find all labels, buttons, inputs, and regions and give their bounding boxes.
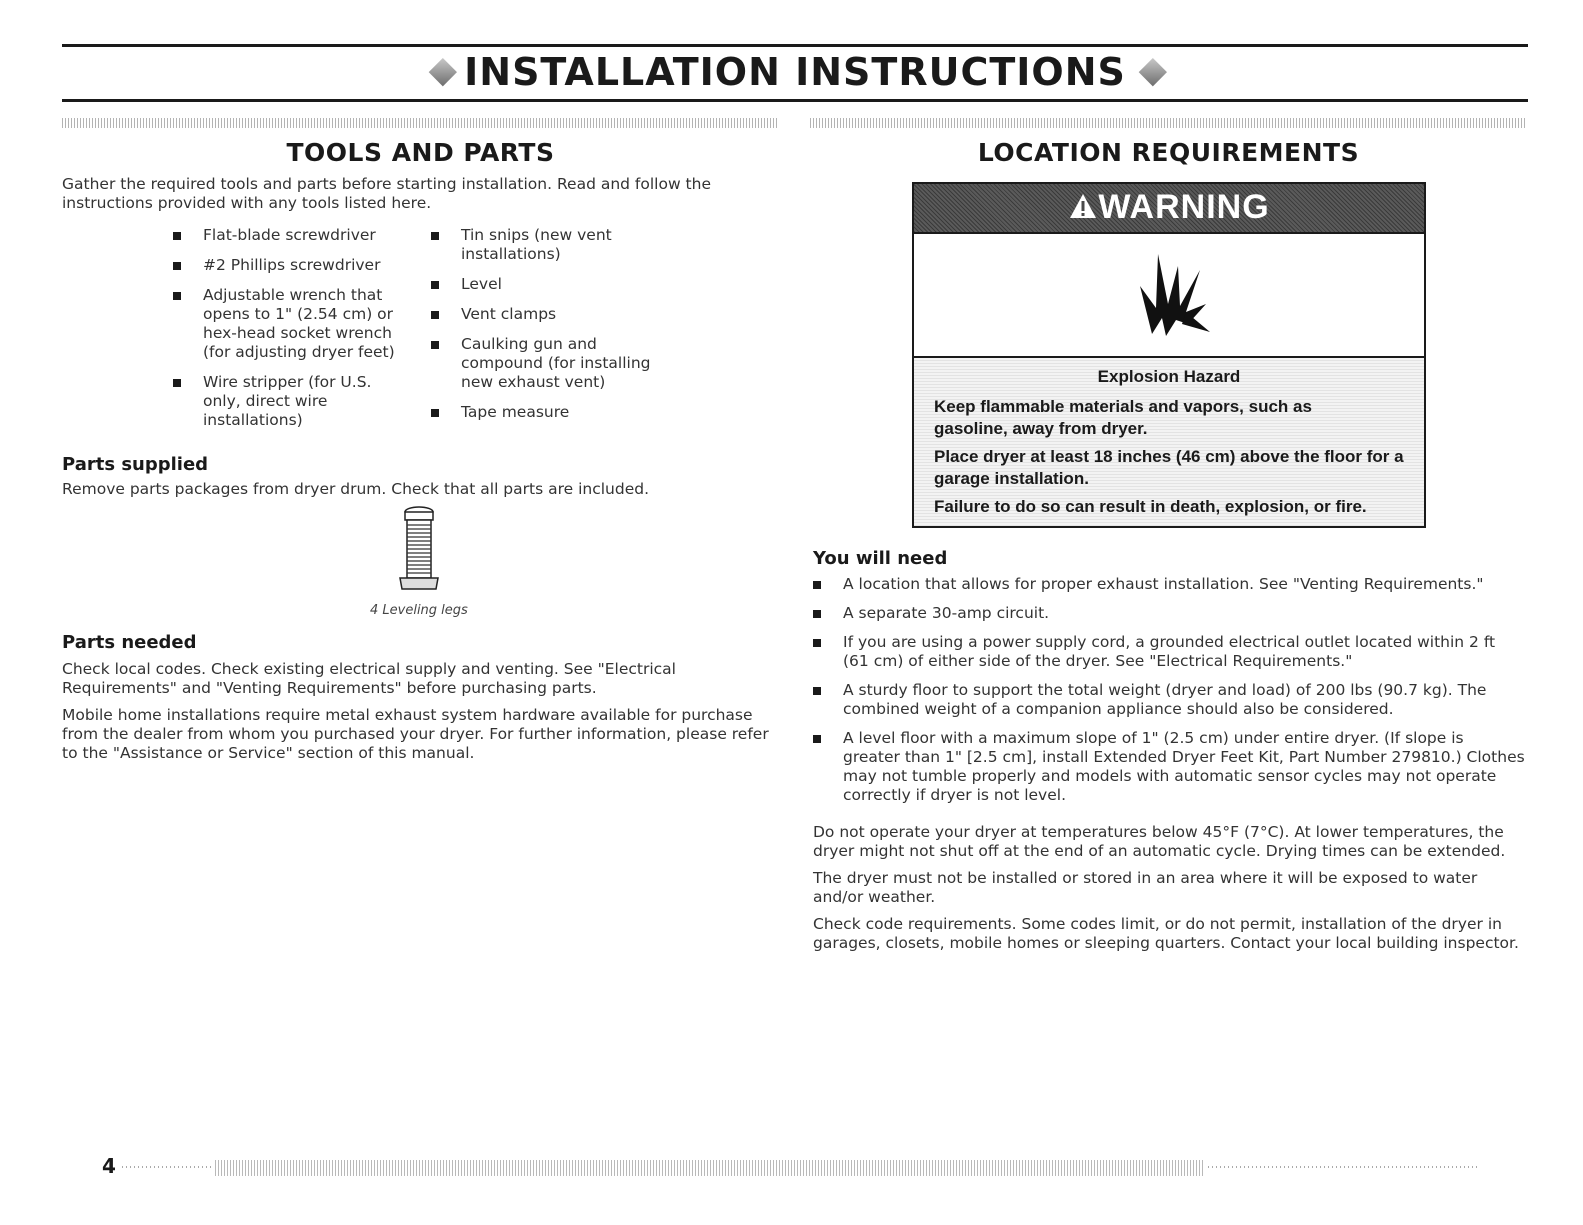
parts-supplied-heading: Parts supplied	[62, 454, 209, 475]
bullet-icon	[173, 262, 181, 270]
title-underline	[62, 99, 1528, 102]
right-section-band	[810, 118, 1527, 128]
warning-text-area	[914, 358, 1424, 526]
tools-list-col2	[431, 226, 671, 433]
warning-icon-area	[914, 234, 1424, 358]
bullet-icon	[431, 409, 439, 417]
warning-header-text: WARNING	[914, 188, 1424, 227]
list-item: A location that allows for proper exhaust installation. See "Venting Requirements."	[813, 575, 1525, 594]
bullet-icon	[431, 311, 439, 319]
warning-box	[912, 182, 1426, 528]
bullet-icon	[813, 581, 821, 589]
top-rule	[62, 44, 1528, 47]
list-item: If you are using a power supply cord, a grounded electrical outlet located within 2 ft (61 cm) of either side of the dryer. See "Electrical Requirements."	[813, 633, 1525, 671]
list-item: Wire stripper (for U.S. only, direct wire installations)	[173, 373, 405, 430]
diamond-icon	[429, 58, 457, 86]
diamond-icon	[1139, 58, 1167, 86]
you-will-need-heading: You will need	[813, 548, 948, 569]
footer-band	[215, 1160, 1205, 1176]
location-paragraphs	[813, 823, 1525, 961]
warning-line: Failure to do so can result in death, explosion, or fire.	[934, 497, 1367, 516]
list-item: Vent clamps	[431, 305, 671, 324]
list-item: A level floor with a maximum slope of 1" (2.5 cm) under entire dryer. (If slope is greater than 1" [2.5 cm], install Extended Dryer Feet Kit, Part Number 279810.) Clothes may not tumble properly and models with automatic sensor cycles may not operate correctly if dryer is not level.	[813, 729, 1525, 805]
bullet-icon	[173, 379, 181, 387]
list-item: A separate 30-amp circuit.	[813, 604, 1525, 623]
warning-line: Place dryer at least 18 inches (46 cm) above the floor for a garage installation.	[934, 447, 1404, 488]
warning-triangle-icon	[1068, 192, 1098, 220]
bullet-icon	[173, 232, 181, 240]
tools-and-parts-heading: TOOLS AND PARTS	[286, 138, 555, 167]
location-paragraph: The dryer must not be installed or stored in an area where it will be exposed to water and/or weather.	[813, 869, 1478, 906]
warning-line: Keep flammable materials and vapors, such as gasoline, away from dryer.	[934, 397, 1312, 438]
bullet-icon	[813, 687, 821, 695]
warning-header	[914, 184, 1424, 234]
footer-dotted-line	[1208, 1166, 1478, 1168]
page-number: 4	[102, 1154, 116, 1178]
tools-intro: Gather the required tools and parts before starting installation. Read and follow the instructions provided with any tools listed here.	[62, 175, 711, 212]
parts-needed-text	[62, 660, 778, 771]
bullet-icon	[173, 292, 181, 300]
page-title	[62, 50, 1528, 94]
bullet-icon	[813, 735, 821, 743]
bullet-icon	[431, 232, 439, 240]
explosion-icon	[1122, 246, 1218, 342]
bullet-icon	[813, 610, 821, 618]
tools-list-col1	[173, 226, 405, 441]
list-item: Tape measure	[431, 403, 671, 422]
location-paragraph: Do not operate your dryer at temperatures below 45°F (7°C). At lower temperatures, the dryer might not shut off at the end of an automatic cycle. Drying times can be extended.	[813, 823, 1506, 860]
location-paragraph: Check code requirements. Some codes limit, or do not permit, installation of the dryer in garages, closets, mobile homes or sleeping quarters. Contact your local building inspector.	[813, 915, 1519, 952]
needs-list	[813, 575, 1525, 815]
parts-supplied-text: Remove parts packages from dryer drum. Check that all parts are included.	[62, 480, 650, 498]
parts-needed-heading: Parts needed	[62, 632, 197, 653]
parts-needed-paragraph: Check local codes. Check existing electrical supply and venting. See "Electrical Requirements" and "Venting Requirements" before purchasing parts.	[62, 660, 676, 697]
bullet-icon	[431, 281, 439, 289]
bullet-icon	[431, 341, 439, 349]
list-item: #2 Phillips screwdriver	[173, 256, 405, 275]
footer-dotted-line	[122, 1166, 212, 1168]
list-item: Level	[431, 275, 671, 294]
page-title-text: INSTALLATION INSTRUCTIONS	[464, 50, 1126, 94]
list-item: Adjustable wrench that opens to 1" (2.54 cm) or hex-head socket wrench (for adjusting dryer feet)	[173, 286, 405, 362]
left-section-band	[62, 118, 779, 128]
warning-hazard-title: Explosion Hazard	[1097, 367, 1241, 386]
bullet-icon	[813, 639, 821, 647]
list-item: Caulking gun and compound (for installing new exhaust vent)	[431, 335, 671, 392]
leveling-leg-illustration	[396, 505, 442, 593]
list-item: Tin snips (new vent installations)	[431, 226, 671, 264]
parts-needed-paragraph: Mobile home installations require metal exhaust system hardware available for purchase from the dealer from whom you purchased your dryer. For further information, please refer to the "Assistance or Service" section of this manual.	[62, 706, 769, 762]
list-item: Flat-blade screwdriver	[173, 226, 405, 245]
leveling-legs-caption: 4 Leveling legs	[370, 603, 468, 618]
location-requirements-heading: LOCATION REQUIREMENTS	[977, 138, 1360, 167]
list-item: A sturdy floor to support the total weight (dryer and load) of 200 lbs (90.7 kg). The combined weight of a companion appliance should also be considered.	[813, 681, 1525, 719]
